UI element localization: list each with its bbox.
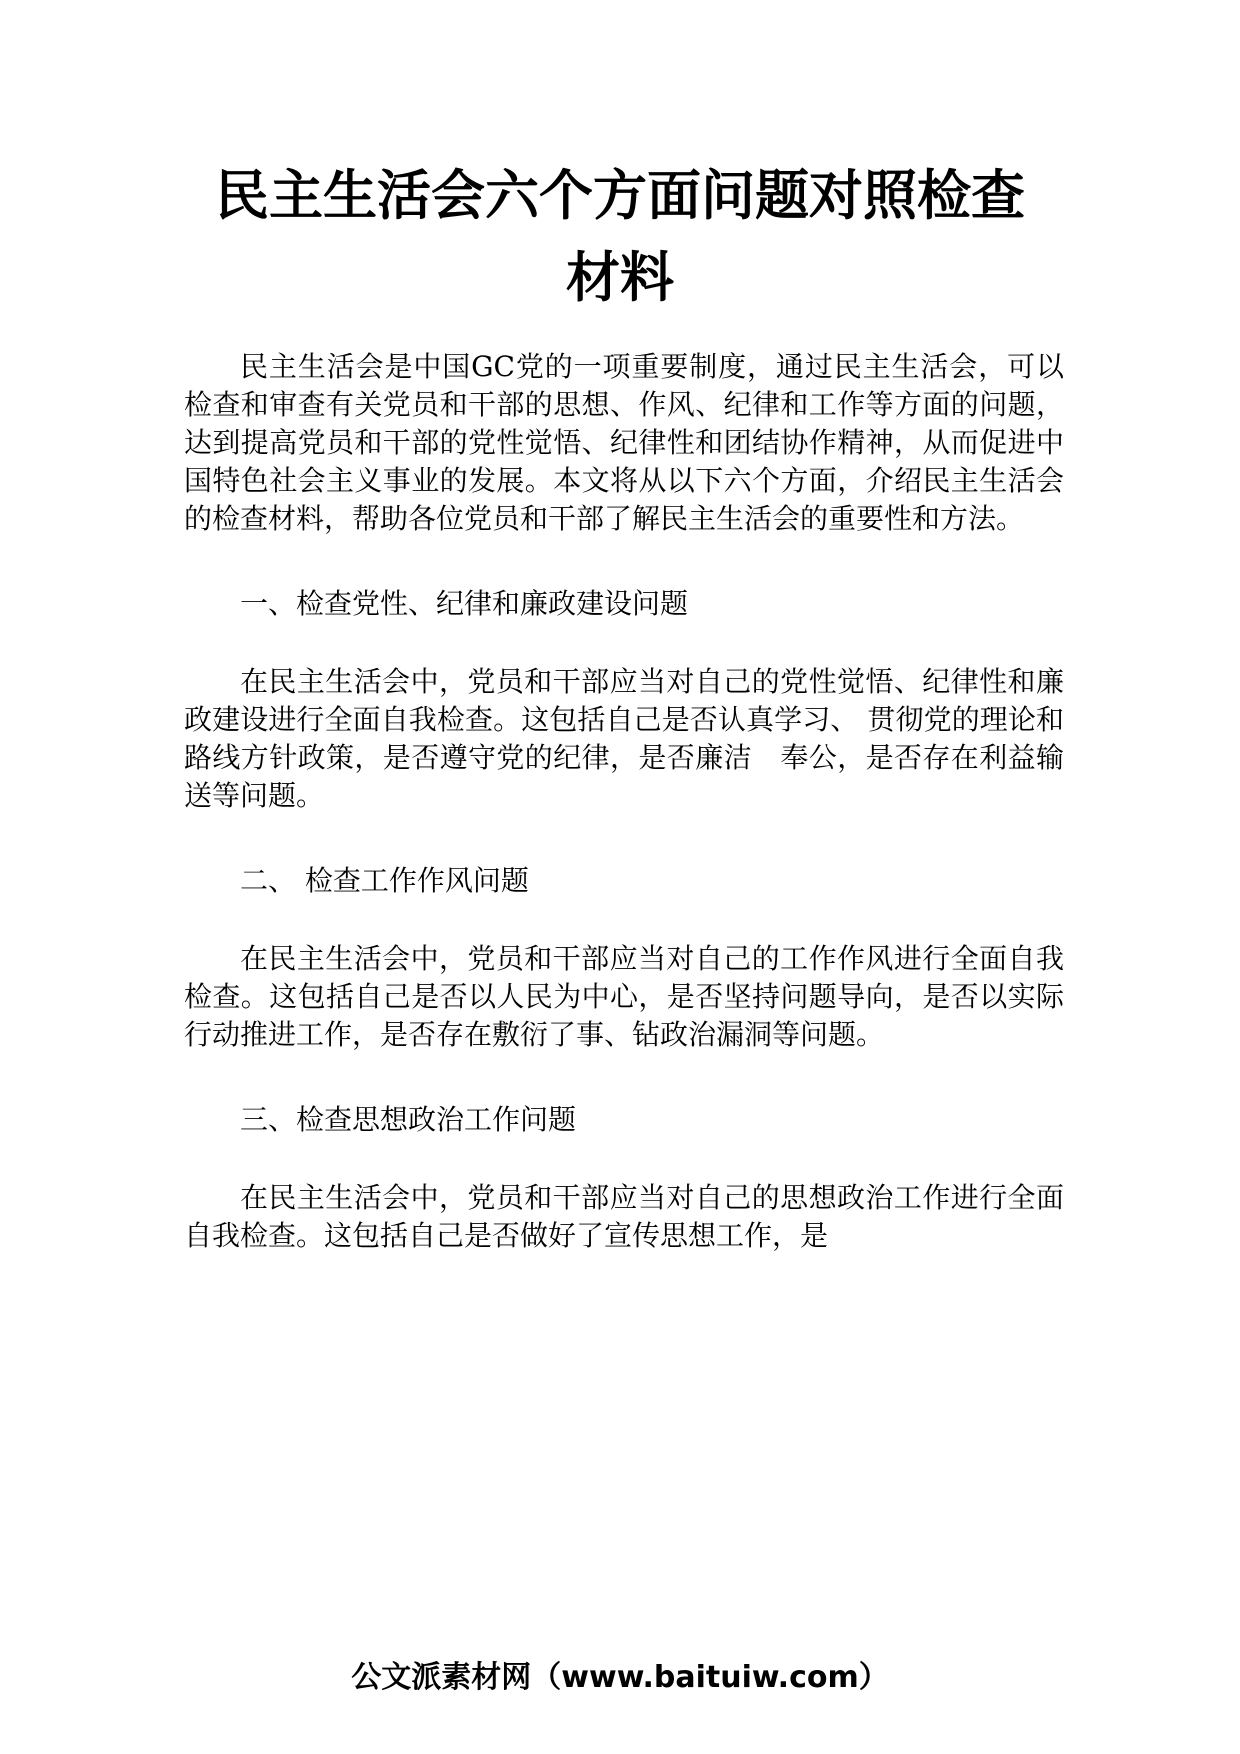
section-1-heading: 一、检查党性、纪律和廉政建设问题 xyxy=(240,587,689,620)
section-2-body: 在民主生活会中，党员和干部应当对自己的工作作风进行全面自我检查。这包括自己是否以人民为中心，是否坚持问题导向，是否以实际行动推进工作，是否存在敷衍了事、钻政治漏洞等问题。 xyxy=(184,942,1064,1051)
section-2-heading: 二、 检查工作作风问题 xyxy=(240,864,529,897)
document-body xyxy=(184,348,1064,1255)
section-3-heading: 三、检查思想政治工作问题 xyxy=(240,1103,577,1136)
section-3-body: 在民主生活会中，党员和干部应当对自己的思想政治工作进行全面自我检查。这包括自己是否做好了宣传思想工作，是 xyxy=(184,1181,1064,1252)
document-title-line-2: 材料 xyxy=(566,246,674,309)
section-1-body: 在民主生活会中，党员和干部应当对自己的党性觉悟、纪律性和廉政建设进行全面自我检查。这包括自己是否认真学习、 贯彻党的理论和路线方针政策，是否遵守党的纪律，是否廉洁 奉公，是否存在利益输送等问题。 xyxy=(184,665,1064,812)
footer-watermark: 公文派素材网（www.baituiw.com） xyxy=(351,1660,889,1695)
document-title-line-1: 民主生活会六个方面问题对照检查 xyxy=(215,164,1025,227)
intro-paragraph: 民主生活会是中国GC党的一项重要制度，通过民主生活会，可以检查和审查有关党员和干部的思想、作风、纪律和工作等方面的问题，达到提高党员和干部的党性觉悟、纪律性和团结协作精神，从而促进中国特色社会主义事业的发展。本文将从以下六个方面，介绍民主生活会的检查材料，帮助各位党员和干部了解民主生活会的重要性和方法。 xyxy=(184,350,1064,535)
